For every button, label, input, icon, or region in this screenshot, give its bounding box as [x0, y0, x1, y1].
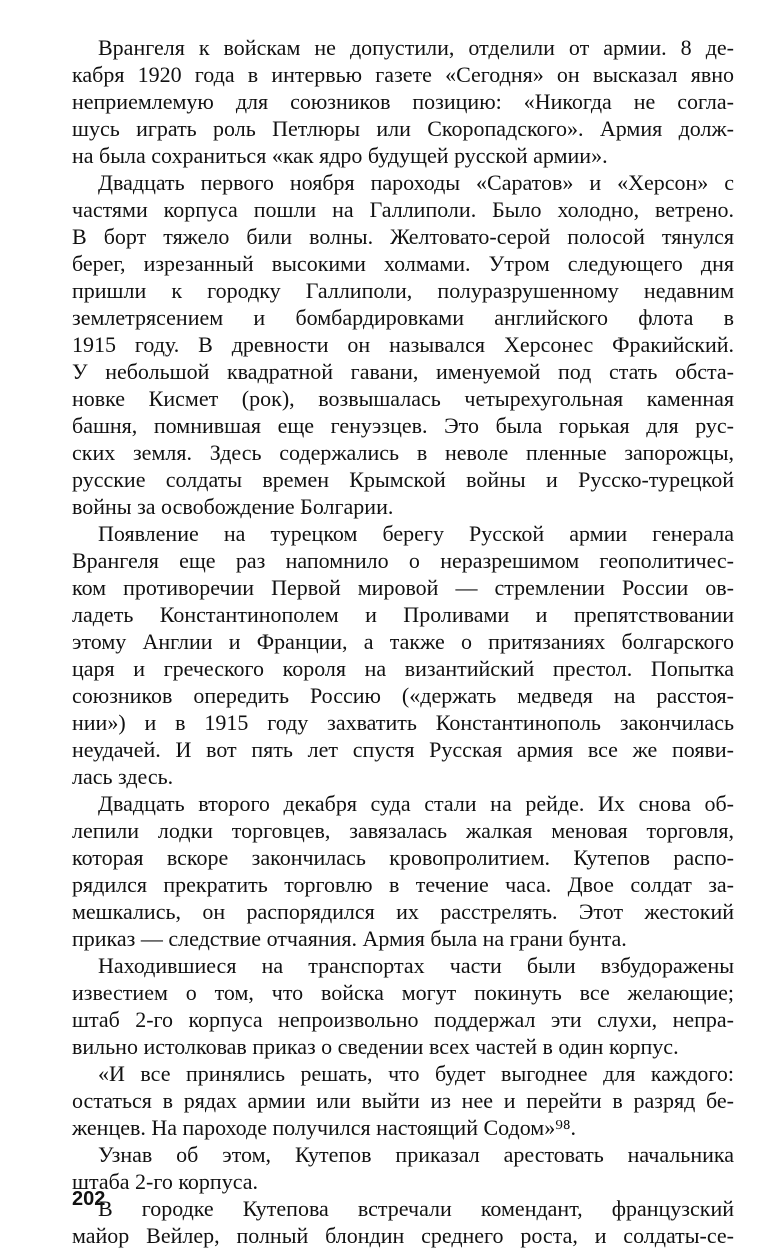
paragraph: [72, 520, 734, 790]
text-line: женцев. На пароходе получился настоящий Содом»⁹⁸.: [72, 1115, 577, 1140]
text-line: В борт тяжело били волны. Желтовато-серой полосой тянулся: [72, 224, 734, 249]
paragraph: [72, 790, 734, 952]
paragraph: [72, 1060, 734, 1141]
text-line: ладеть Константинополем и Проливами и препятствовании: [72, 602, 734, 627]
text-line: на была сохраниться «как ядро будущей русской армии».: [72, 143, 608, 168]
text-line: землетрясением и бомбардировками английского флота в: [72, 305, 734, 330]
text-line: берег, изрезанный высокими холмами. Утром следующего дня: [72, 251, 734, 276]
text-line: рядился прекратить торговлю в течение часа. Двое солдат за-: [72, 872, 734, 897]
text-line: В городке Кутепова встречали комендант, французский: [98, 1196, 734, 1221]
text-line: Врангеля к войскам не допустили, отделили от армии. 8 де-: [98, 35, 734, 60]
text-line: русские солдаты времен Крымской войны и Русско-турецкой: [72, 467, 734, 492]
text-line: Узнав об этом, Кутепов приказал арестовать начальника: [98, 1142, 734, 1167]
text-line: Появление на турецком берегу Русской армии генерала: [98, 521, 734, 546]
page-number: 202: [72, 1188, 106, 1210]
text-line: ком противоречии Первой мировой — стремлении России ов-: [72, 575, 734, 600]
text-line: ских земля. Здесь содержались в неволе пленные запорожцы,: [72, 440, 734, 465]
text-line: неприемлемую для союзников позицию: «Никогда не согла-: [72, 89, 734, 114]
paragraph: [72, 952, 734, 1060]
text-line: кабря 1920 года в интервью газете «Сегодня» он высказал явно: [72, 62, 734, 87]
text-line: царя и греческого короля на византийский престол. Попытка: [72, 656, 734, 681]
text-line: «И все принялись решать, что будет выгоднее для каждого:: [98, 1061, 734, 1086]
text-line: мешкались, он распорядился их расстрелять. Этот жестокий: [72, 899, 734, 924]
text-line: Двадцать первого ноября пароходы «Саратов» и «Херсон» с: [98, 170, 734, 195]
text-line: шусь играть роль Петлюры или Скоропадского». Армия долж-: [72, 116, 734, 141]
text-line: новке Кисмет (рок), возвышалась четырехугольная каменная: [72, 386, 734, 411]
text-line: остаться в рядах армии или выйти из нее и перейти в разряд бе-: [72, 1088, 734, 1113]
text-line: Двадцать второго декабря суда стали на рейде. Их снова об-: [98, 791, 734, 816]
paragraph: [72, 34, 734, 169]
text-line: союзников опередить Россию («держать медведя на расстоя-: [72, 683, 734, 708]
text-line: штаба 2-го корпуса.: [72, 1169, 258, 1194]
paragraph: [72, 1195, 734, 1249]
text-line: неудачей. И вот пять лет спустя Русская армия все же появи-: [72, 737, 734, 762]
text-line: частями корпуса пошли на Галлиполи. Было холодно, ветрено.: [72, 197, 734, 222]
text-line: пришли к городку Галлиполи, полуразрушенному недавним: [72, 278, 734, 303]
text-line: войны за освобождение Болгарии.: [72, 494, 394, 519]
text-line: У небольшой квадратной гавани, именуемой под стать обста-: [72, 359, 734, 384]
text-line: башня, помнившая еще генуэзцев. Это была горькая для рус-: [72, 413, 734, 438]
text-line: лепили лодки торговцев, завязалась жалкая меновая торговля,: [72, 818, 734, 843]
text-line: вильно истолковав приказ о сведении всех частей в один корпус.: [72, 1034, 679, 1059]
text-line: этому Англии и Франции, а также о притязаниях болгарского: [72, 629, 734, 654]
text-line: нии») и в 1915 году захватить Константинополь закончилась: [72, 710, 734, 735]
page-body: [72, 34, 734, 1249]
paragraph: [72, 1141, 734, 1195]
text-line: Врангеля еще раз напомнило о неразрешимом геополитичес-: [72, 548, 734, 573]
text-line: которая вскоре закончилась кровопролитием. Кутепов распо-: [72, 845, 734, 870]
text-line: майор Вейлер, полный блондин среднего роста, и солдаты-се-: [72, 1223, 734, 1248]
text-line: штаб 2-го корпуса непроизвольно поддержал эти слухи, непра-: [72, 1007, 734, 1032]
text-line: Находившиеся на транспортах части были взбудоражены: [98, 953, 734, 978]
text-line: известием о том, что войска могут покинуть все желающие;: [72, 980, 734, 1005]
text-line: лась здесь.: [72, 764, 174, 789]
text-line: приказ — следствие отчаяния. Армия была на грани бунта.: [72, 926, 627, 951]
paragraph: [72, 169, 734, 520]
text-line: 1915 году. В древности он назывался Херсонес Фракийский.: [72, 332, 734, 357]
